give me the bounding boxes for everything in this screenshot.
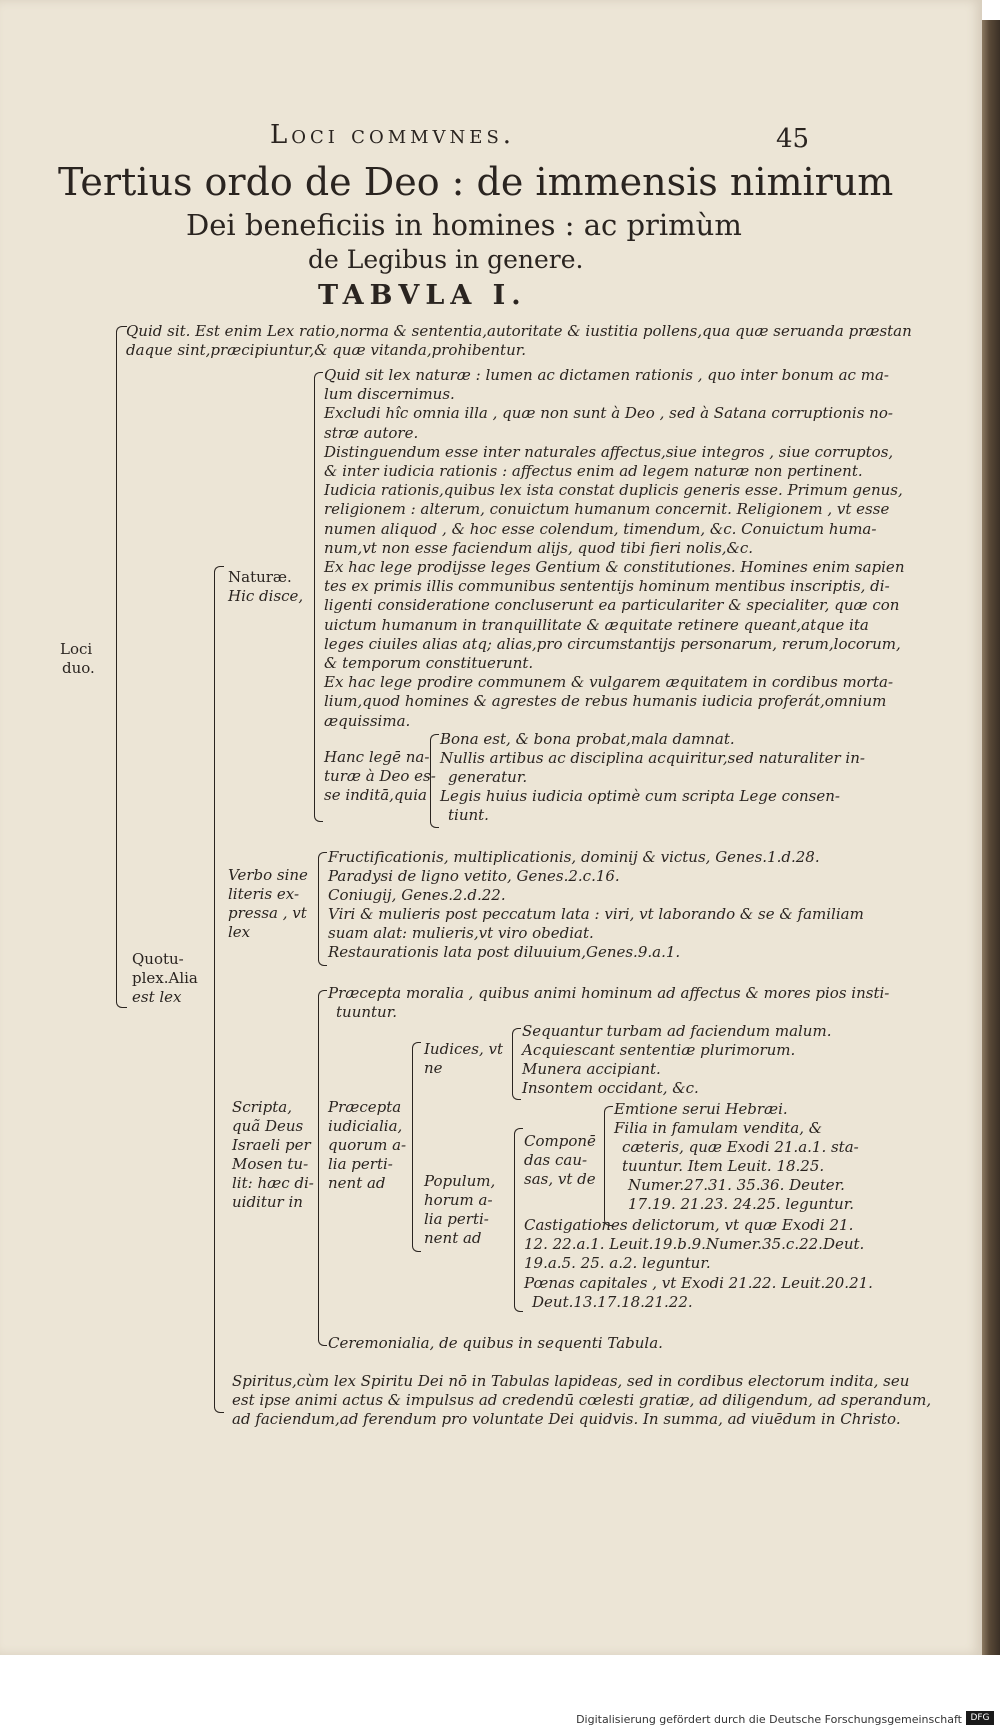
verbo-item: Restaurationis lata post diluuium,Genes.9.a.1. <box>328 943 681 961</box>
componendas-item: tuuntur. Item Leuit. 18.25. <box>622 1157 825 1175</box>
naturae-text <box>324 366 904 731</box>
componendas-label-line: das cau- <box>524 1151 588 1169</box>
poenas-line: Pœnas capitales , vt Exodi 21.22. Leuit.20.21. <box>524 1274 873 1292</box>
naturae-line: Iudicia rationis,quibus lex ista constat duplicis generis esse. Primum genus, <box>324 481 903 500</box>
root-label-line-2: duo. <box>62 659 95 677</box>
naturae-line: lium,quod homines & agrestes de rebus humanis iudicia proferát,omnium <box>324 692 887 711</box>
componendas-brace <box>604 1106 613 1226</box>
root-label <box>60 640 95 678</box>
naturae-line: numen aliquod , & hoc esse colendum, timendum, &c. Conuictum huma- <box>324 519 877 538</box>
castigationes-text <box>524 1216 864 1273</box>
componendas-item: Emtione serui Hebræi. <box>614 1100 788 1118</box>
naturae-line: religionem : alterum, conuictum humanum concernit. Religionem , vt esse <box>324 500 890 519</box>
verbo-item: suam alat: mulieris,vt viro obediat. <box>328 924 594 942</box>
moralia-text <box>328 984 889 1022</box>
componendas-label-line: Componē <box>524 1132 596 1150</box>
quid-line-1: Quid sit. Est enim Lex ratio,norma & sententia,autoritate & iustitia pollens,qua quæ seruanda præstan <box>126 322 912 340</box>
componendas-item: Numer.27.31. 35.36. Deuter. <box>628 1176 845 1194</box>
naturae-line: uictum humanum in tranquillitate & æquitate retinere queant,atque ita <box>324 615 869 634</box>
verbo-item: Fructificationis, multiplicationis, dominij & victus, Genes.1.d.28. <box>328 848 820 866</box>
hanc-item: Nullis artibus ac disciplina acquiritur,sed naturaliter in- <box>440 749 865 767</box>
verbo-item: Viri & mulieris post peccatum lata : viri, vt laborando & se & familiam <box>328 905 864 923</box>
hanc-label-line-3: se inditā,quia <box>324 786 427 804</box>
iudices-brace <box>512 1028 521 1100</box>
hanc-label <box>324 748 436 805</box>
quotuplex-label <box>132 950 198 1007</box>
iudicialia-label-line: Præcepta <box>328 1098 402 1116</box>
naturae-line: Ex hac lege prodijsse leges Gentium & constitutiones. Homines enim sapien <box>324 558 905 577</box>
naturae-line: Excludi hîc omnia illa , quæ non sunt à Deo , sed à Satana corruptionis no- <box>324 404 893 423</box>
naturae-line: tes ex primis illis communibus sententijs hominum mentibus inscriptis, di- <box>324 577 890 596</box>
verbo-label-line-1: Verbo sine <box>228 866 308 884</box>
naturae-label <box>228 568 303 606</box>
componendas-item: 17.19. 21.23. 24.25. leguntur. <box>628 1195 855 1213</box>
moralia-line-1: Præcepta moralia , quibus animi hominum ad affectus & mores pios insti- <box>328 984 890 1002</box>
iudices-label-line-1: Iudices, vt <box>424 1040 503 1058</box>
componendas-item: cæteris, quæ Exodi 21.a.1. sta- <box>622 1138 859 1156</box>
naturae-line: æquissima. <box>324 711 411 730</box>
iudices-items <box>522 1022 831 1098</box>
page-title-line-3: de Legibus in genere. <box>308 245 584 274</box>
componendas-label-line: sas, vt de <box>524 1170 596 1188</box>
populum-label-line: horum a- <box>424 1191 493 1209</box>
scripta-label-line: uiditur in <box>232 1193 303 1211</box>
naturae-line: & temporum constituerunt. <box>324 654 534 673</box>
verbo-label-line-2: literis ex- <box>228 885 300 903</box>
scripta-label-line: Mosen tu- <box>232 1155 309 1173</box>
verbo-brace <box>318 852 327 966</box>
quotuplex-line-3: est lex <box>132 988 182 1006</box>
hanc-label-line-2: turæ à Deo es- <box>324 767 436 785</box>
page-number: 45 <box>776 124 810 154</box>
quid-sit-text <box>126 322 912 360</box>
naturae-line: stræ autore. <box>324 423 419 442</box>
hanc-item: generatur. <box>448 768 528 786</box>
root-brace <box>116 326 127 1008</box>
hanc-item: Bona est, & bona probat,mala damnat. <box>440 730 735 748</box>
populum-label-line: lia perti- <box>424 1210 489 1228</box>
naturae-line: & inter iudicia rationis : affectus enim ad legem naturæ non pertinent. <box>324 462 863 481</box>
populum-label-line: nent ad <box>424 1229 482 1247</box>
dfg-logo: DFG <box>966 1711 994 1725</box>
naturae-line: Quid sit lex naturæ : lumen ac dictamen rationis , quo inter bonum ac ma- <box>324 366 889 384</box>
digitization-credit: Digitalisierung gefördert durch die Deutsche Forschungsgemeinschaft <box>576 1713 962 1726</box>
castigationes-line: 12. 22.a.1. Leuit.19.b.9.Numer.35.c.22.Deut. <box>524 1235 865 1253</box>
iudices-label <box>424 1040 503 1078</box>
spiritus-line-2: est ipse animi actus & impulsus ad credendū cœlesti gratiæ, ad diligendum, ad sperandum, <box>232 1391 932 1409</box>
naturae-line: Distinguendum esse inter naturales affectus,siue integros , siue corruptos, <box>324 442 894 461</box>
verbo-item: Paradysi de ligno vetito, Genes.2.c.16. <box>328 867 620 885</box>
hanc-item: Legis huius iudicia optimè cum scripta Lege consen- <box>440 787 840 805</box>
iudicialia-label-line: nent ad <box>328 1174 386 1192</box>
poenas-text <box>524 1274 873 1312</box>
scripta-brace <box>318 990 327 1346</box>
quid-line-2: daque sint,præcipiuntur,& quæ vitanda,prohibentur. <box>126 341 527 359</box>
scripta-label-line: Scripta, <box>232 1098 292 1116</box>
quotuplex-line-1: Quotu- <box>132 950 184 968</box>
populum-label-line: Populum, <box>424 1172 496 1190</box>
root-label-line-1: Loci <box>60 640 93 658</box>
running-head: Loci commvnes. <box>270 120 516 150</box>
naturae-line: ligenti consideratione concluserunt ea particulariter & specialiter, quæ con <box>324 596 900 615</box>
page-title-line-2: Dei beneficiis in homines : ac primùm <box>186 208 742 242</box>
populum-label <box>424 1172 495 1248</box>
scripta-label <box>232 1098 314 1212</box>
componendas-item: Filia in famulam vendita, & <box>614 1119 823 1137</box>
iudicialia-label-line: iudicialia, <box>328 1117 403 1135</box>
hanc-item: tiunt. <box>448 806 489 824</box>
verbo-item: Coniugij, Genes.2.d.22. <box>328 886 506 904</box>
page-title-line-1: Tertius ordo de Deo : de immensis nimirum <box>58 160 894 204</box>
hanc-label-line-1: Hanc legē na- <box>324 748 430 766</box>
spiritus-line-1: Spiritus,cùm lex Spiritu Dei nō in Tabulas lapideas, sed in cordibus electorum indita, seu <box>232 1372 910 1390</box>
iudicialia-brace <box>412 1042 421 1252</box>
castigationes-line: Castigationes delictorum, vt quæ Exodi 21. <box>524 1216 854 1234</box>
quotuplex-line-2: plex.Alia <box>132 969 198 987</box>
castigationes-line: 19.a.5. 25. a.2. leguntur. <box>524 1254 711 1272</box>
scripta-label-line: lit: hæc di- <box>232 1174 314 1192</box>
poenas-line: Deut.13.17.18.21.22. <box>532 1293 693 1311</box>
naturae-brace <box>314 372 323 822</box>
naturae-label-line-2: Hic disce, <box>228 587 304 605</box>
iudicialia-label-line: lia perti- <box>328 1155 393 1173</box>
ceremonialia-text: Ceremonialia, de quibus in sequenti Tabula. <box>328 1334 663 1352</box>
quotuplex-brace <box>214 566 224 1413</box>
iudices-item: Sequantur turbam ad faciendum malum. <box>522 1022 832 1040</box>
populum-brace <box>514 1128 523 1312</box>
naturae-label-line-1: Naturæ. <box>228 568 292 586</box>
moralia-line-2: tuuntur. <box>336 1003 397 1021</box>
naturae-line: Ex hac lege prodire communem & vulgarem æquitatem in cordibus morta- <box>324 673 894 692</box>
componendas-items <box>614 1100 859 1214</box>
verbo-label-line-3: pressa , vt <box>228 904 307 922</box>
naturae-line: num,vt non esse faciendum alijs, quod tibi fieri nolis,&c. <box>324 538 754 557</box>
iudices-item: Munera accipiant. <box>522 1060 661 1078</box>
iudicialia-label <box>328 1098 406 1193</box>
book-edge <box>982 20 1000 1655</box>
spiritus-text <box>232 1372 931 1429</box>
scripta-label-line: quã Deus <box>232 1117 304 1135</box>
componendas-label <box>524 1132 596 1189</box>
verbo-label-line-4: lex <box>228 923 251 941</box>
naturae-line: lum discernimus. <box>324 385 455 404</box>
hanc-items <box>440 730 865 825</box>
table-heading: TABVLA I. <box>318 280 527 311</box>
spiritus-line-3: ad faciendum,ad ferendum pro voluntate Dei quidvis. In summa, ad viuēdum in Christo. <box>232 1410 901 1428</box>
verbo-label <box>228 866 308 942</box>
iudices-item: Acquiescant sententiæ plurimorum. <box>522 1041 796 1059</box>
iudices-label-line-2: ne <box>424 1059 443 1077</box>
hanc-brace <box>430 734 439 828</box>
iudicialia-label-line: quorum a- <box>328 1136 407 1154</box>
verbo-items <box>328 848 864 962</box>
naturae-line: leges ciuiles alias atq; alias,pro circumstantijs personarum, rerum,locorum, <box>324 634 901 653</box>
iudices-item: Insontem occidant, &c. <box>522 1079 699 1097</box>
scripta-label-line: Israeli per <box>232 1136 311 1154</box>
